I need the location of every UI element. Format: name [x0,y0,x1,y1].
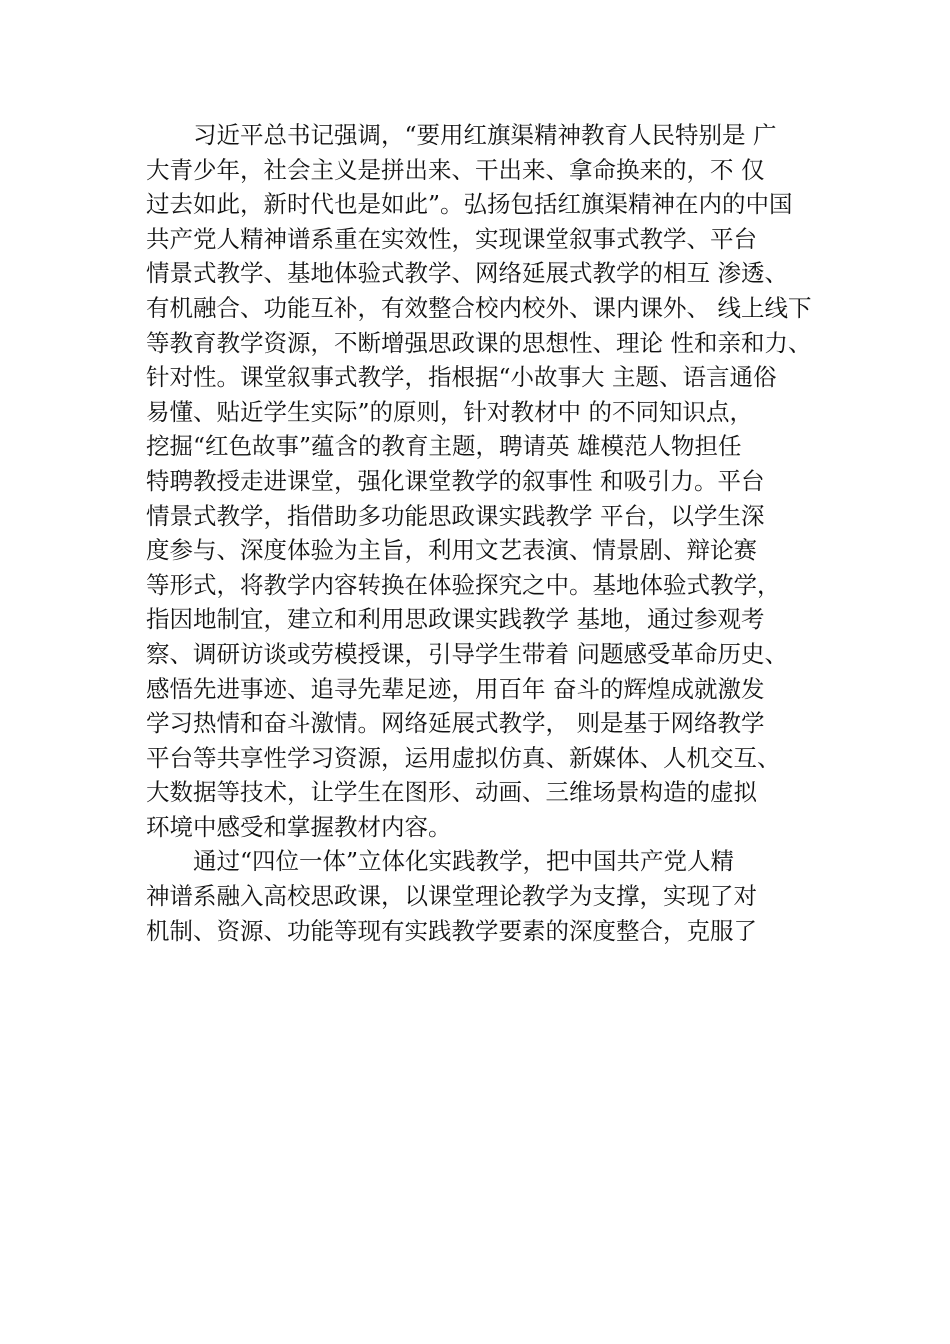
text-line: 挖掘“红色故事”蕴含的教育主题，聘请英 雄模范人物担任 [146,432,742,461]
text-line: 察、调研访谈或劳模授课，引导学生带着 问题感受革命历史、 [146,639,788,668]
paragraph-2 [146,844,846,948]
text-line: 感悟先进事迹、追寻先辈足迹，用百年 奋斗的辉煌成就激发 [146,674,765,703]
text-line: 大青少年，社会主义是拼出来、干出来、拿命换来的，不 仅 [146,155,765,184]
text-line: 等形式，将教学内容转换在体验探究之中。基地体验式教学， [146,570,781,599]
text-line: 特聘教授走进课堂，强化课堂教学的叙事性 和吸引力。平台 [146,466,765,495]
text-line: 平台等共享性学习资源，运用虚拟仿真、新媒体、人机交互、 [146,743,781,772]
text-line: 环境中感受和掌握教材内容。 [146,812,452,841]
text-line: 有机融合、功能互补，有效整合校内校外、课内课外、 线上线下 [146,293,812,322]
text-line: 情景式教学，指借助多功能思政课实践教学 平台，以学生深 [146,501,765,530]
document-body [146,118,846,948]
text-line: 度参与、深度体验为主旨，利用文艺表演、情景剧、辩论赛 [146,536,757,565]
text-line: 大数据等技术，让学生在图形、动画、三维场景构造的虚拟 [146,778,757,807]
paragraph-1 [146,118,846,844]
text-line: 针对性。课堂叙事式教学，指根据“小故事大 主题、语言通俗 [146,363,777,392]
text-line: 共产党人精神谱系重在实效性，实现课堂叙事式教学、平台 [146,224,757,253]
text-line: 易懂、贴近学生实际”的原则，针对教材中 的不同知识点， [146,397,753,426]
text-line: 情景式教学、基地体验式教学、网络延展式教学的相互 渗透、 [146,259,788,288]
text-line: 习近平总书记强调，“要用红旗渠精神教育人民特别是 广 [193,121,777,149]
text-line: 过去如此，新时代也是如此”。弘扬包括红旗渠精神在内的中国 [146,190,793,219]
text-line: 指因地制宜，建立和利用思政课实践教学 基地，通过参观考 [146,605,765,634]
text-line: 等教育教学资源，不断增强思政课的思想性、理论 性和亲和力、 [146,328,812,357]
text-line: 学习热情和奋斗激情。网络延展式教学， 则是基于网络教学 [146,709,765,738]
text-line: 神谱系融入高校思政课，以课堂理论教学为支撑，实现了对 [146,882,757,911]
text-line: 通过“四位一体”立体化实践教学，把中国共产党人精 [193,847,735,876]
text-line: 机制、资源、功能等现有实践教学要素的深度整合，克服了 [146,916,757,945]
